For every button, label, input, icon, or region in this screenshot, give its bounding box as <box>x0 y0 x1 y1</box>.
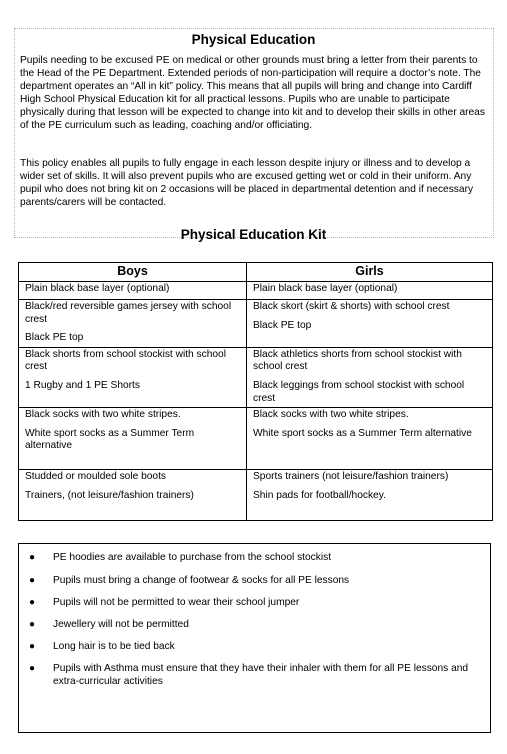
list-item <box>19 597 479 610</box>
notes-box <box>18 543 491 733</box>
table-row <box>19 282 493 300</box>
girls-cell <box>247 470 493 521</box>
kit-table <box>18 262 493 521</box>
kit-item: Plain black base layer (optional) <box>25 283 170 294</box>
list-item <box>19 663 479 688</box>
kit-item: Black PE top <box>25 332 84 344</box>
table-row <box>19 470 493 521</box>
boys-cell <box>19 282 247 300</box>
policy-paragraph-2: This policy enables all pupils to fully engage in each lesson despite injury or illness and to develop a wider set of skills. It will also prevent pupils who are excused getting wet or cold in their uniform. Any pupil who does not bring kit on 2 occasions will be placed in departmental detention and if necessary parents/carers will be contacted. <box>20 158 474 208</box>
bullet-icon: ● <box>29 575 36 586</box>
kit-item: Black socks with two white stripes. <box>253 409 409 421</box>
bullet-icon: ● <box>29 597 36 608</box>
kit-item: Black/red reversible games jersey with school crest <box>25 301 232 325</box>
kit-item: Black socks with two white stripes. <box>25 409 181 421</box>
bullet-icon: ● <box>29 663 36 674</box>
kit-item: Black athletics shorts from school stockist with school crest <box>253 348 462 373</box>
kit-item: Studded or moulded sole boots <box>25 471 167 483</box>
kit-item: Sports trainers (not leisure/fashion trainers) <box>253 471 449 483</box>
kit-item: Black shorts from school stockist with school crest <box>25 348 226 373</box>
note-text: Pupils will not be permitted to wear their school jumper <box>53 597 300 608</box>
boys-cell <box>19 347 247 407</box>
girls-header: Girls <box>247 263 493 282</box>
kit-item: Plain black base layer (optional) <box>253 283 398 294</box>
girls-cell <box>247 408 493 470</box>
kit-item: Shin pads for football/hockey. <box>253 489 386 501</box>
kit-item: Trainers, (not leisure/fashion trainers) <box>25 489 194 501</box>
boys-cell <box>19 470 247 521</box>
girls-cell <box>247 282 493 300</box>
page-title: Physical Education <box>191 32 316 47</box>
list-item <box>19 619 479 632</box>
note-text: Long hair is to be tied back <box>53 641 175 652</box>
note-text: Pupils with Asthma must ensure that they have their inhaler with them for all PE lessons and extra-curricular activities <box>53 663 469 687</box>
bullet-icon: ● <box>29 619 36 630</box>
table-row <box>19 408 493 470</box>
policy-paragraph-1: Pupils needing to be excused PE on medical or other grounds must bring a letter from their parents to the Head of the PE Department. Extended periods of non-participation will require a doctor’s note. The department operates an “All in kit” policy. This means that all pupils will bring and change into Cardiff High School Physical Education kit for all practical lessons. Pupils who are unable to participate physically during that lesson will be expected to change into kit and to develop their skills in other areas of the PE curriculum such as leading, coaching and/or officiating. <box>20 55 485 131</box>
kit-item: Black skort (skirt & shorts) with school crest <box>253 301 450 312</box>
table-row <box>19 300 493 348</box>
list-item <box>19 641 479 654</box>
note-text: Jewellery will not be permitted <box>53 619 189 630</box>
kit-title: Physical Education Kit <box>180 227 327 242</box>
boys-cell <box>19 408 247 470</box>
girls-cell <box>247 347 493 407</box>
bullet-icon: ● <box>29 641 36 652</box>
kit-item: White sport socks as a Summer Term alternative <box>253 427 472 439</box>
girls-cell <box>247 300 493 348</box>
list-item <box>19 575 479 588</box>
note-text: Pupils must bring a change of footwear & socks for all PE lessons <box>53 575 350 586</box>
kit-item: 1 Rugby and 1 PE Shorts <box>25 379 140 391</box>
list-item <box>19 552 479 565</box>
note-text: PE hoodies are available to purchase from the school stockist <box>53 552 332 563</box>
bullet-icon: ● <box>29 552 36 563</box>
kit-item: White sport socks as a Summer Term alternative <box>25 427 195 452</box>
table-row <box>19 347 493 407</box>
kit-item: Black leggings from school stockist with school crest <box>253 379 465 404</box>
boys-header: Boys <box>19 263 247 282</box>
kit-item: Black PE top <box>253 319 312 331</box>
boys-cell <box>19 300 247 348</box>
